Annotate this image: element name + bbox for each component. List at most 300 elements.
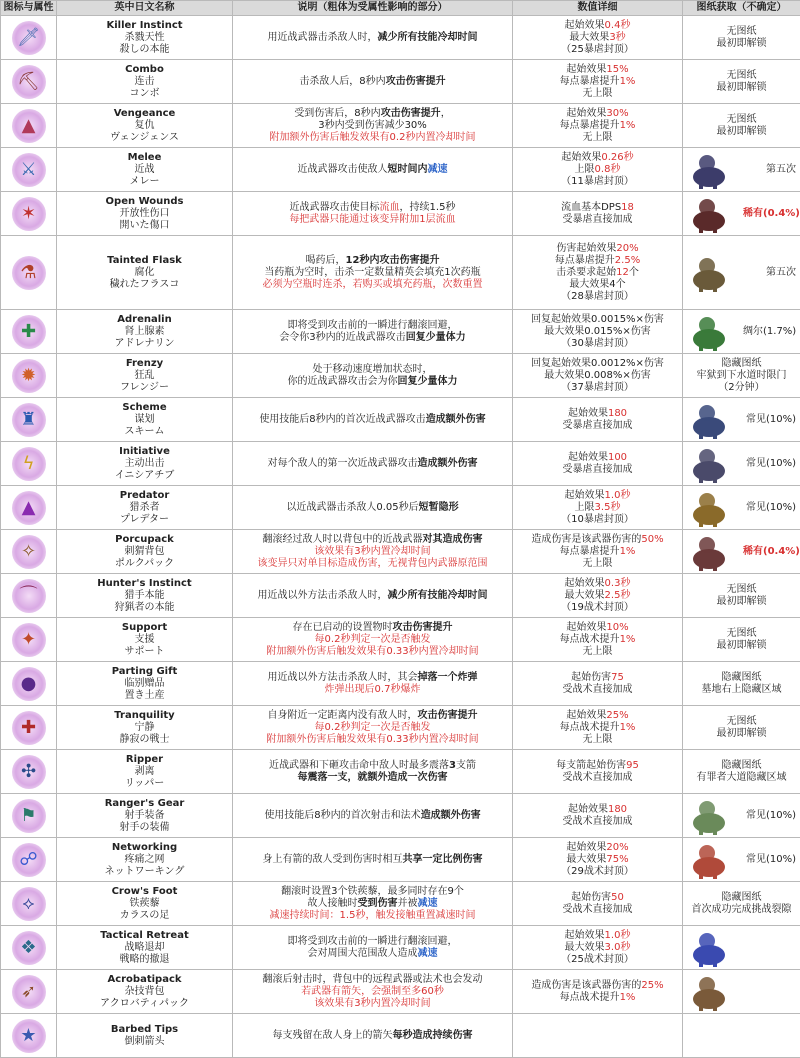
value-line — [515, 32, 680, 44]
description-line — [235, 722, 510, 734]
icon-glyph: ⚔ — [20, 164, 36, 176]
enemy-sprite — [685, 973, 743, 1011]
support-icon — [12, 623, 46, 657]
table-row — [1, 750, 800, 794]
value-segment: （25战术封顶） — [561, 954, 634, 965]
value-segment: 0.3秒 — [605, 578, 631, 589]
value-segment: 12 — [616, 267, 629, 278]
scheme-icon — [12, 403, 46, 437]
value-line — [515, 408, 680, 420]
name-jp: アクロバティパック — [59, 998, 230, 1010]
enemy-sprite — [685, 445, 743, 483]
value-segment: 无上限 — [583, 88, 613, 99]
description-segment: 附加额外伤害后触发效果有0.2秒内置冷却时间 — [270, 132, 476, 143]
description-line — [235, 772, 510, 784]
description-segment: 每震落一支，就额外造成一次伤害 — [298, 772, 448, 783]
value-line — [515, 88, 680, 100]
value-line — [515, 646, 680, 658]
name-en: Scheme — [59, 402, 230, 414]
values-cell — [513, 574, 683, 618]
value-segment: 2.5秒 — [605, 590, 631, 601]
description-cell — [233, 104, 513, 148]
header-row — [1, 1, 800, 16]
enemy-sprite — [685, 841, 743, 879]
description-segment: 每0.2秒判定一次是否触发 — [315, 722, 431, 733]
value-line — [515, 992, 680, 1004]
description-cell — [233, 236, 513, 310]
name-cell — [57, 1014, 233, 1058]
value-segment: 无上限 — [583, 646, 613, 657]
value-line — [515, 942, 680, 954]
values-cell — [513, 148, 683, 192]
description-segment: 攻击伤害提升 — [393, 622, 453, 633]
description-segment: 造成额外伤害 — [421, 810, 481, 821]
icon-cell — [1, 192, 57, 236]
frenzy-icon — [12, 359, 46, 393]
value-line — [515, 108, 680, 120]
value-segment: 75 — [611, 672, 624, 683]
blueprint-line: 最初即解锁 — [685, 596, 798, 608]
blueprint-wrap — [685, 401, 798, 439]
value-segment: 1% — [620, 634, 636, 645]
value-line — [515, 326, 680, 338]
value-segment: 1.0秒 — [605, 930, 631, 941]
value-line — [515, 622, 680, 634]
name-jp: 静寂の戦士 — [59, 734, 230, 746]
table-row — [1, 148, 800, 192]
description-segment: 每秒造成持续伤害 — [393, 1030, 473, 1041]
blueprint-cell — [683, 882, 800, 926]
value-segment: 无上限 — [583, 132, 613, 143]
value-segment: 20% — [616, 243, 638, 254]
value-line — [515, 279, 680, 291]
name-en: Killer Instinct — [59, 20, 230, 32]
description-line — [235, 810, 510, 822]
description-line — [235, 32, 510, 44]
description-segment: 减速 — [418, 898, 438, 909]
description-segment: 会对周围大范围敌人造成 — [308, 948, 418, 959]
value-segment: 3.5秒 — [595, 502, 621, 513]
table-row — [1, 706, 800, 750]
description-line — [235, 684, 510, 696]
name-en: Crow's Foot — [59, 886, 230, 898]
name-cn: 近战 — [59, 164, 230, 176]
name-en: Melee — [59, 152, 230, 164]
description-segment: 造成额外伤害 — [426, 414, 486, 425]
description-line — [235, 734, 510, 746]
value-line — [515, 420, 680, 432]
adrenalin-icon — [12, 315, 46, 349]
description-line — [235, 108, 510, 120]
blueprint-text — [743, 267, 798, 279]
icon-cell — [1, 574, 57, 618]
table-row — [1, 794, 800, 838]
blueprint-line: 最初即解锁 — [685, 728, 798, 740]
blueprint-text — [743, 854, 798, 866]
name-cn: 主动出击 — [59, 458, 230, 470]
value-segment: （29战术封顶） — [561, 866, 634, 877]
blueprint-line: 无图纸 — [685, 584, 798, 596]
value-segment: 0.26秒 — [601, 152, 633, 163]
value-line — [515, 804, 680, 816]
blueprint-line: 稀有(0.4%) — [743, 546, 800, 558]
icon-glyph: ✧ — [21, 546, 36, 558]
value-segment: 个 — [629, 267, 639, 278]
value-line — [515, 904, 680, 916]
description-segment: 使用技能后8秒内的首次近战武器攻击 — [259, 414, 425, 425]
value-segment: 受战术直接加成 — [563, 772, 633, 783]
value-line — [515, 255, 680, 267]
name-jp: リッパー — [59, 778, 230, 790]
description-cell — [233, 442, 513, 486]
parting-gift-icon — [12, 667, 46, 701]
name-jp: カラスの足 — [59, 910, 230, 922]
table-row — [1, 486, 800, 530]
name-jp: 置き土産 — [59, 690, 230, 702]
name-cell — [57, 486, 233, 530]
values-cell — [513, 926, 683, 970]
icon-cell — [1, 354, 57, 398]
value-line — [515, 722, 680, 734]
description-line — [235, 646, 510, 658]
icon-glyph: ⛏ — [17, 76, 40, 88]
value-line — [515, 152, 680, 164]
value-segment: 无上限 — [583, 734, 613, 745]
name-cn: 铁蒺藜 — [59, 898, 230, 910]
header-description: 说明（粗体为受属性影响的部分） — [233, 1, 513, 16]
networking-icon — [12, 843, 46, 877]
description-segment: 攻击伤害提升 — [381, 108, 441, 119]
table-row — [1, 882, 800, 926]
values-cell — [513, 838, 683, 882]
values-cell — [513, 310, 683, 354]
blueprint-line: （2分钟） — [685, 382, 798, 394]
name-en: Hunter's Instinct — [59, 578, 230, 590]
value-line — [515, 44, 680, 56]
value-segment: 180 — [608, 408, 627, 419]
blueprint-cell — [683, 354, 800, 398]
name-jp: スキーム — [59, 426, 230, 438]
icon-cell — [1, 838, 57, 882]
value-line — [515, 514, 680, 526]
value-segment: 受暴虐直接加成 — [563, 214, 633, 225]
value-line — [515, 980, 680, 992]
blueprint-cell — [683, 662, 800, 706]
open-wounds-icon — [12, 197, 46, 231]
description-segment: 翻滚经过敌人时以背包中的近战武器 — [263, 534, 423, 545]
icon-cell — [1, 236, 57, 310]
name-en: Ripper — [59, 754, 230, 766]
blueprint-text — [743, 546, 800, 558]
description-line — [235, 534, 510, 546]
values-cell — [513, 104, 683, 148]
name-en: Tainted Flask — [59, 255, 230, 267]
value-line — [515, 954, 680, 966]
description-line — [235, 546, 510, 558]
value-segment: 起始效果 — [566, 108, 606, 119]
value-line — [515, 842, 680, 854]
description-segment: 回复少量体力 — [398, 376, 458, 387]
blueprint-text — [743, 458, 798, 470]
name-cn: 临别赠品 — [59, 678, 230, 690]
value-segment: （30暴虐封顶） — [561, 338, 634, 349]
value-segment: 每点战术提升 — [560, 722, 620, 733]
name-cell — [57, 662, 233, 706]
value-line — [515, 760, 680, 772]
description-line — [235, 672, 510, 684]
description-segment: 一个炸弹 — [438, 672, 478, 683]
description-segment: ， — [441, 108, 451, 119]
description-line — [235, 710, 510, 722]
description-line — [235, 132, 510, 144]
blueprint-cell — [683, 486, 800, 530]
icon-cell — [1, 970, 57, 1014]
value-segment: 50 — [611, 892, 624, 903]
blueprint-line: 第五次 — [743, 267, 796, 279]
name-jp: 殺しの本能 — [59, 44, 230, 56]
icon-glyph: ✹ — [21, 370, 36, 382]
description-line — [235, 214, 510, 226]
value-line — [515, 558, 680, 570]
name-jp: メレー — [59, 176, 230, 188]
values-cell — [513, 970, 683, 1014]
description-segment: 攻击伤害提升 — [386, 76, 446, 87]
value-segment: 2.5% — [615, 255, 640, 266]
value-line — [515, 64, 680, 76]
value-segment: 起始效果 — [565, 490, 605, 501]
enemy-sprite — [685, 929, 743, 967]
description-segment: 3 — [449, 760, 456, 771]
blueprint-line: 无图纸 — [685, 628, 798, 640]
description-line — [235, 120, 510, 132]
description-segment: 攻击伤害提升 — [418, 710, 478, 721]
icon-glyph: ✶ — [21, 208, 36, 220]
value-line — [515, 546, 680, 558]
blueprint-wrap — [685, 195, 798, 233]
value-line — [515, 267, 680, 279]
description-segment: 附加额外伤害后触发效果有0.33秒内置冷却时间 — [266, 646, 478, 657]
name-en: Tactical Retreat — [59, 930, 230, 942]
value-line — [515, 76, 680, 88]
description-cell — [233, 148, 513, 192]
name-cn: 谋划 — [59, 414, 230, 426]
value-segment: 每点暴虐提升 — [560, 120, 620, 131]
value-segment: 最大效果 — [565, 942, 605, 953]
name-cell — [57, 618, 233, 662]
value-segment: 起始效果 — [565, 578, 605, 589]
icon-glyph: ♜ — [20, 414, 36, 426]
value-segment: 上限 — [575, 164, 595, 175]
blueprint-wrap — [685, 841, 798, 879]
description-line — [235, 886, 510, 898]
description-segment: 用近战以外方法击杀敌人时， — [258, 590, 388, 601]
name-cell — [57, 530, 233, 574]
value-segment: 95 — [626, 760, 639, 771]
value-segment: 10% — [606, 622, 628, 633]
description-line — [235, 936, 510, 948]
value-segment: 最大效果0.008%×伤害 — [544, 370, 651, 381]
blueprint-cell — [683, 618, 800, 662]
description-cell — [233, 16, 513, 60]
name-en: Ranger's Gear — [59, 798, 230, 810]
blueprint-wrap — [685, 313, 798, 351]
description-cell — [233, 530, 513, 574]
table-row — [1, 192, 800, 236]
value-line — [515, 502, 680, 514]
values-cell — [513, 236, 683, 310]
value-line — [515, 854, 680, 866]
blueprint-line: 隐藏图纸 — [685, 358, 798, 370]
name-jp: 穢れたフラスコ — [59, 279, 230, 291]
value-segment: （37暴虐封顶） — [561, 382, 634, 393]
blueprint-text — [743, 810, 798, 822]
blueprint-cell — [683, 148, 800, 192]
enemy-sprite — [685, 151, 743, 189]
description-segment: 会令你3秒内的近战武器攻击 — [279, 332, 405, 343]
enemy-sprite — [685, 533, 743, 571]
blueprint-line: 墓地右上隐藏区域 — [685, 684, 798, 696]
blueprint-line: 最初即解锁 — [685, 126, 798, 138]
blueprint-cell — [683, 398, 800, 442]
description-cell — [233, 882, 513, 926]
description-cell — [233, 970, 513, 1014]
name-cell — [57, 794, 233, 838]
blueprint-line: 牢狱到下水道时限门 — [685, 370, 798, 382]
name-en: Open Wounds — [59, 196, 230, 208]
value-line — [515, 120, 680, 132]
value-line — [515, 202, 680, 214]
name-cn: 连击 — [59, 76, 230, 88]
value-segment: 最大效果 — [566, 854, 606, 865]
icon-glyph: 🗡 — [17, 32, 40, 44]
description-line — [235, 76, 510, 88]
value-segment: 造成伤害是该武器伤害的 — [531, 534, 641, 545]
blueprint-cell — [683, 574, 800, 618]
name-cn: 战略退却 — [59, 942, 230, 954]
description-line — [235, 634, 510, 646]
name-cn: 猎手本能 — [59, 590, 230, 602]
description-segment: 故人接触时 — [308, 898, 358, 909]
value-line — [515, 590, 680, 602]
blueprint-wrap — [685, 151, 798, 189]
blueprint-cell — [683, 60, 800, 104]
name-en: Predator — [59, 490, 230, 502]
name-en: Tranquility — [59, 710, 230, 722]
description-line — [235, 760, 510, 772]
icon-cell — [1, 60, 57, 104]
description-segment: 并被 — [398, 898, 418, 909]
name-cell — [57, 838, 233, 882]
table-row — [1, 662, 800, 706]
icon-cell — [1, 618, 57, 662]
description-segment: 对每个敌人的第一次近战武器攻击 — [268, 458, 418, 469]
blueprint-cell — [683, 838, 800, 882]
value-segment: 受暴虐直接加成 — [563, 420, 633, 431]
icon-glyph: ⚗ — [20, 267, 36, 279]
barbed-tips-icon — [12, 1019, 46, 1053]
value-segment: 1.0秒 — [605, 490, 631, 501]
icon-cell — [1, 16, 57, 60]
table-row — [1, 442, 800, 486]
icon-cell — [1, 926, 57, 970]
description-line — [235, 558, 510, 570]
blueprint-wrap — [685, 973, 798, 1011]
description-segment: 你的近战武器攻击会为你 — [288, 376, 398, 387]
blueprint-cell — [683, 310, 800, 354]
hunters-instinct-icon — [12, 579, 46, 613]
icon-cell — [1, 486, 57, 530]
description-line — [235, 332, 510, 344]
value-line — [515, 490, 680, 502]
value-line — [515, 452, 680, 464]
name-cell — [57, 236, 233, 310]
combo-icon — [12, 65, 46, 99]
description-cell — [233, 1014, 513, 1058]
description-segment: 自身附近一定距离内没有敌人时， — [268, 710, 418, 721]
value-segment: 起始效果 — [565, 20, 605, 31]
description-cell — [233, 574, 513, 618]
value-segment: 起始效果 — [566, 842, 606, 853]
name-cn: 杂技背包 — [59, 986, 230, 998]
value-line — [515, 602, 680, 614]
value-segment: 回复起始效果0.0012%×伤害 — [531, 358, 664, 369]
name-jp: アドレナリン — [59, 338, 230, 350]
value-segment: 每点战术提升 — [560, 634, 620, 645]
description-cell — [233, 750, 513, 794]
description-line — [235, 948, 510, 960]
value-segment: 造成伤害是该武器伤害的 — [531, 980, 641, 991]
value-segment: 25% — [606, 710, 628, 721]
blueprint-cell — [683, 1014, 800, 1058]
value-segment: 起始效果 — [566, 64, 606, 75]
value-line — [515, 634, 680, 646]
tainted-flask-icon — [12, 256, 46, 290]
value-segment: 0.8秒 — [595, 164, 621, 175]
icon-cell — [1, 310, 57, 354]
value-segment: 起始伤害 — [571, 892, 611, 903]
name-jp: コンボ — [59, 88, 230, 100]
values-cell — [513, 750, 683, 794]
description-cell — [233, 60, 513, 104]
value-segment: 1% — [620, 992, 636, 1003]
value-line — [515, 370, 680, 382]
description-segment: 流血 — [380, 202, 400, 213]
killer-instinct-icon — [12, 21, 46, 55]
porcupack-icon — [12, 535, 46, 569]
blueprint-text — [743, 208, 800, 220]
icon-glyph: ✚ — [21, 326, 36, 338]
value-line — [515, 314, 680, 326]
table-row — [1, 574, 800, 618]
description-segment: 使用技能后8秒内的首次射击和法术 — [264, 810, 420, 821]
icon-glyph: ☍ — [19, 854, 37, 866]
icon-cell — [1, 442, 57, 486]
description-segment: 喝药后， — [306, 255, 346, 266]
description-cell — [233, 662, 513, 706]
blueprint-line: 最初即解锁 — [685, 38, 798, 50]
blueprint-cell — [683, 926, 800, 970]
description-cell — [233, 706, 513, 750]
icon-cell — [1, 882, 57, 926]
icon-glyph: ⚑ — [20, 810, 36, 822]
vengeance-icon — [12, 109, 46, 143]
value-segment: 3秒 — [609, 32, 625, 43]
name-cell — [57, 192, 233, 236]
description-segment: 近战武器攻击使目标 — [290, 202, 380, 213]
predator-icon — [12, 491, 46, 525]
header-name: 英中日文名称 — [57, 1, 233, 16]
value-line — [515, 772, 680, 784]
